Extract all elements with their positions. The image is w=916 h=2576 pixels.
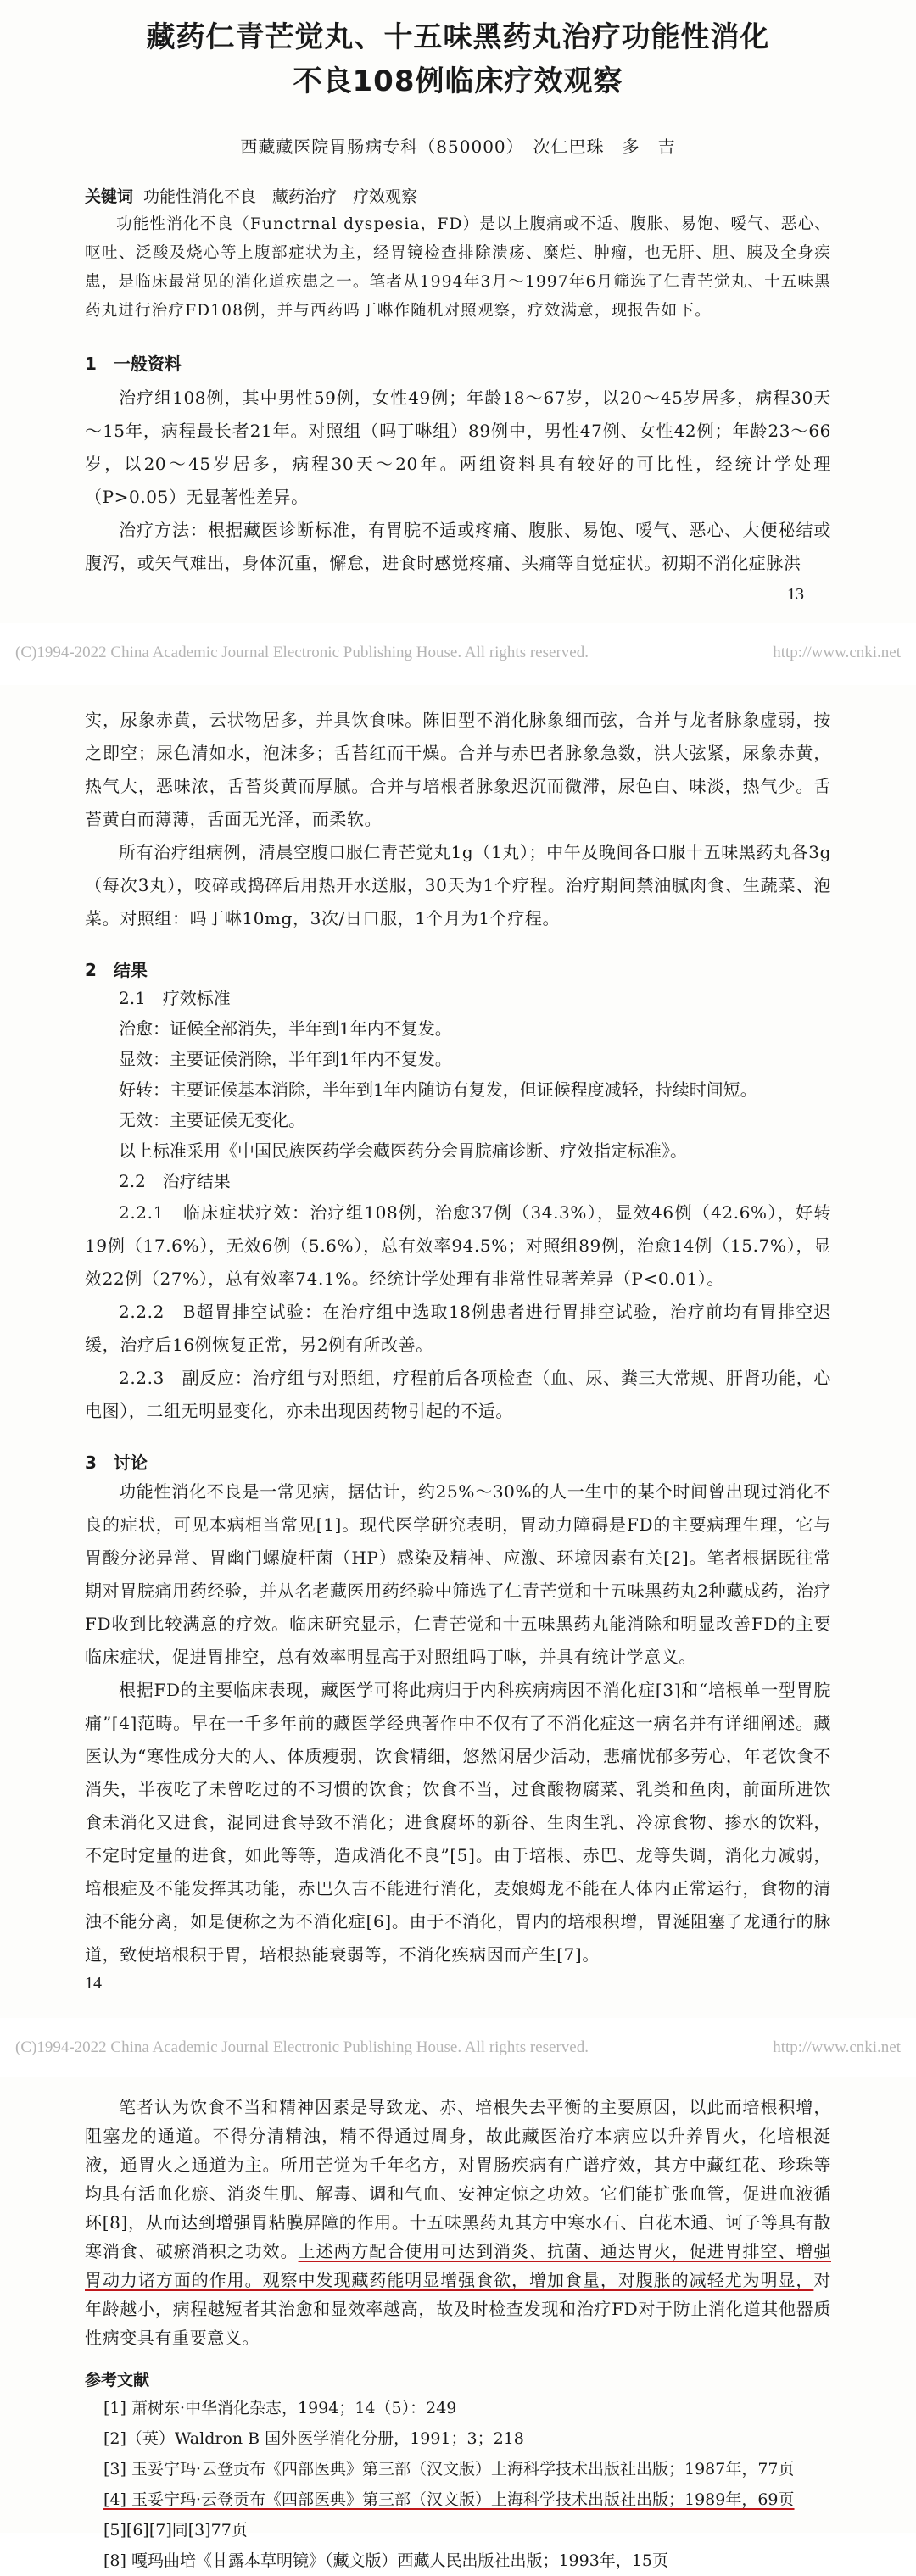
reference-item: [4] 玉妥宁玛·云登贡布《四部医典》第三部（汉文版）上海科学技术出版社出版；1989年，69页 [103, 2490, 795, 2509]
result-2-2-3: 2.2.3 副反应：治疗组与对照组，疗程前后各项检查（血、尿、粪三大常规、肝肾功能，心电图），二组无明显变化，亦未出现因药物引起的不适。 [85, 1368, 831, 1421]
discussion-paragraph-2: 根据FD的主要临床表现，藏医学可将此病归于内科疾病病因不消化症[3]和“培根单一型胃脘痛”[4]范畴。早在一千多年前的藏医学经典著作中不仅有了不消化症这一病名并有详细阐述。藏医认为“寒性成分大的人、体质瘦弱，饮食精细，悠然闲居少活动，悲痛忧郁多劳心，年老饮食不消失，半夜吃了未曾吃过的不习惯的饮食；饮食不当，过食酸物腐菜、乳类和鱼肉，前面所进饮食未消化又进食，混同进食导致不消化；进食腐坏的新谷、生肉生乳、冷凉食物、掺水的饮料，不定时定量的进食，如此等等，造成消化不良”[5]。由于培根、赤巴、龙等失调，消化力减弱，培根症及不能发挥其功能，赤巴久吉不能进行消化，麦娘姆龙不能在人体内正常运行，食物的清浊不能分离，如是便称之为不消化症[6]。由于不消化，胃内的培根积增，胃涎阻塞了龙通行的脉道，致使培根积于胃，培根热能衰弱等，不消化疾病因而产生[7]。 [85, 1680, 831, 1965]
result-2-2-2: 2.2.2 B超胃排空试验：在治疗组中选取18例患者进行胃排空试验，治疗前均有胃排空迟缓，治疗后16例恢复正常，另2例有所改善。 [85, 1302, 831, 1355]
article-title-line-1: 藏药仁青芒觉丸、十五味黑药丸治疗功能性消化 [146, 20, 770, 54]
author-affiliation: 西藏藏医院胃肠病专科（850000） 次仁巴珠 多 吉 [240, 137, 676, 157]
dosage-paragraph: 所有治疗组病例，清晨空腹口服仁青芒觉丸1g（1丸）；中午及晚间各口服十五味黑药丸各3g（每次3丸），咬碎或捣碎后用热开水送服，30天为1个疗程。治疗期间禁油腻肉食、生蔬菜、泡菜。对照组：吗丁啉10mg，3次/日口服，1个月为1个疗程。 [85, 842, 831, 928]
copyright-notice: (C)1994-2022 China Academic Journal Electronic Publishing House. All rights reserved. [15, 2038, 589, 2056]
discussion-paragraph-1: 功能性消化不良是一常见病，据估计，约25%～30%的人一生中的某个时间曾出现过消化不良的症状，可见本病相当常见[1]。现代医学研究表明，胃动力障碍是FD的主要病理生理，它与胃酸分泌异常、胃幽门螺旋杆菌（HP）感染及精神、应激、环境因素有关[2]。笔者根据既往常期对胃脘痛用药经验，并从名老藏医用药经验中筛选了仁青芒觉和十五味黑药丸2种藏成药，治疗FD收到比较满意的疗效。临床研究显示，仁青芒觉和十五味黑药丸能消除和明显改善FD的主要临床症状，促进胃排空，总有效率明显高于对照组吗丁啉，并具有统计学意义。 [85, 1481, 831, 1667]
section-2-heading: 2 结果 [85, 960, 148, 980]
general-info-paragraph: 治疗组108例，其中男性59例，女性49例；年龄18～67岁，以20～45岁居多，病程30天～15年，病程最长者21年。对照组（吗丁啉组）89例中，男性47例、女性42例；年龄23～66岁，以20～45岁居多，病程30天～20年。两组资料具有较好的可比性，经统计学处理（P>0.05）无显著性差异。 [85, 388, 831, 507]
discussion-3-text-a: 笔者认为饮食不当和精神因素是导致龙、赤、培根失去平衡的主要原因，以此而培根积增，阻塞龙的通道。不得分清精浊，精不得通过周身，故此藏医治疗本病应以升养胃火，化培根涎液，通胃火之通道为主。所用芒觉为千年名方，对胃肠疾病有广谱疗效，其方中藏红花、珍珠等均具有活血化瘀、消炎生肌、解毒、调和气血、安神定惊之功效。它们能扩张血管，促进血液循环[8]，从而达到增强胃粘膜屏障的作用。十五味黑药丸其方中寒水石、白花木通、诃子等具有散寒消食、破瘀消积之功效。 [85, 2097, 831, 2261]
reference-item: [3] 玉妥宁玛·云登贡布《四部医典》第三部（汉文版）上海科学技术出版社出版；1987年，77页 [103, 2460, 795, 2478]
subsection-2-1: 2.1 疗效标准 [119, 988, 231, 1008]
criteria-marked: 显效：主要证候消除，半年到1年内不复发。 [119, 1049, 452, 1069]
criteria-improved: 好转：主要证候基本消除，半年到1年内随访有复发，但证候程度减轻，持续时间短。 [119, 1079, 757, 1100]
page-3 [0, 2077, 916, 2570]
criteria-source: 以上标准采用《中国民族医药学会藏医药分会胃脘痛诊断、疗效指定标准》。 [119, 1140, 687, 1161]
reference-item: [5][6][7]同[3]77页 [103, 2521, 248, 2540]
discussion-3-highlighted: 上述两方配合使用可达到消炎、抗菌、通达胃火，促进胃排空、增强胃动力诸方面的作用。观察中发现藏药能明显增强食欲，增加食量，对腹胀的减轻尤为明显， [85, 2241, 831, 2290]
page-2 [0, 685, 916, 2018]
reference-item: [1] 萧树东·中华消化杂志，1994；14（5）：249 [103, 2399, 457, 2417]
keywords [85, 183, 831, 210]
result-2-2-1: 2.2.1 临床症状疗效：治疗组108例，治愈37例（34.3%），显效46例（42.6%），好转19例（17.6%），无效6例（5.6%），总有效率94.5%；对照组89例，治愈14例（15.7%），显效22例（27%），总有效率74.1%。经统计学处理有非常性显著差异（P<0.01）。 [85, 1202, 831, 1289]
watermark-bar-1 [0, 627, 916, 678]
page-number: 13 [787, 585, 804, 604]
page-3-content [85, 2093, 831, 2576]
treatment-method-paragraph: 治疗方法：根据藏医诊断标准，有胃脘不适或疼痛、腹胀、易饱、嗳气、恶心、大便秘结或腹泻，或矢气难出，身体沉重，懈怠，进食时感觉疼痛、头痛等自觉症状。初期不消化症脉洪 [85, 520, 831, 573]
criteria-cured: 治愈：证候全部消失，半年到1年内不复发。 [119, 1018, 452, 1039]
page-1 [0, 0, 916, 623]
page-1-content [85, 15, 831, 580]
page-2-content [85, 704, 831, 1971]
section-1-heading: 1 一般资料 [85, 354, 182, 374]
section-3-heading: 3 讨论 [85, 1452, 148, 1473]
keywords-label: 关键词 [85, 187, 134, 206]
criteria-invalid: 无效：主要证候无变化。 [119, 1110, 305, 1130]
copyright-notice: (C)1994-2022 China Academic Journal Electronic Publishing House. All rights reserved. [15, 644, 589, 661]
keywords-text: 功能性消化不良 藏药治疗 疗效观察 [143, 187, 418, 206]
cnki-link[interactable]: http://www.cnki.net [773, 2038, 901, 2056]
subsection-2-2: 2.2 治疗结果 [119, 1171, 231, 1191]
pulse-diagnosis-paragraph: 实，尿象赤黄，云状物居多，并具饮食味。陈旧型不消化脉象细而弦，合并与龙者脉象虚弱，按之即空；尿色清如水，泡沫多；舌苔红而干燥。合并与赤巴者脉象急数，洪大弦紧，尿象赤黄，热气大，恶味浓，舌苔炎黄而厚腻。合并与培根者脉象迟沉而微滞，尿色白、味淡，热气少。舌苔黄白而薄薄，舌面无光泽，而柔软。 [85, 710, 831, 829]
page-number: 14 [85, 1974, 102, 1993]
cnki-link[interactable]: http://www.cnki.net [773, 644, 901, 661]
discussion-paragraph-3 [85, 2093, 831, 2352]
discussion-3-text-b: 对年龄越小，病程越短者其治愈和显效率越高，故及时检查发现和治疗FD对于防止消化道其他器质性病变具有重要意义。 [85, 2270, 831, 2348]
reference-list [85, 2393, 831, 2576]
references-heading: 参考文献 [85, 2371, 150, 2389]
reference-item: [2]（英）Waldron B 国外医学消化分册，1991；3；218 [103, 2429, 524, 2448]
watermark-bar-2 [0, 2022, 916, 2073]
reference-item: [8] 嘎玛曲培《甘露本草明镜》（藏文版）西藏人民出版社出版；1993年，15页 [103, 2551, 668, 2570]
abstract: 功能性消化不良（Functrnal dyspesia，FD）是以上腹痛或不适、腹胀、易饱、嗳气、恶心、呕吐、泛酸及烧心等上腹部症状为主，经胃镜检查排除溃疡、糜烂、肿瘤，也无肝、胆、胰及全身疾患，是临床最常见的消化道疾患之一。笔者从1994年3月～1997年6月筛选了仁青芒觉丸、十五味黑药丸进行治疗FD108例，并与西药吗丁啉作随机对照观察，疗效满意，现报告如下。 [85, 215, 831, 320]
article-title-line-2: 不良108例临床疗效观察 [293, 64, 623, 98]
